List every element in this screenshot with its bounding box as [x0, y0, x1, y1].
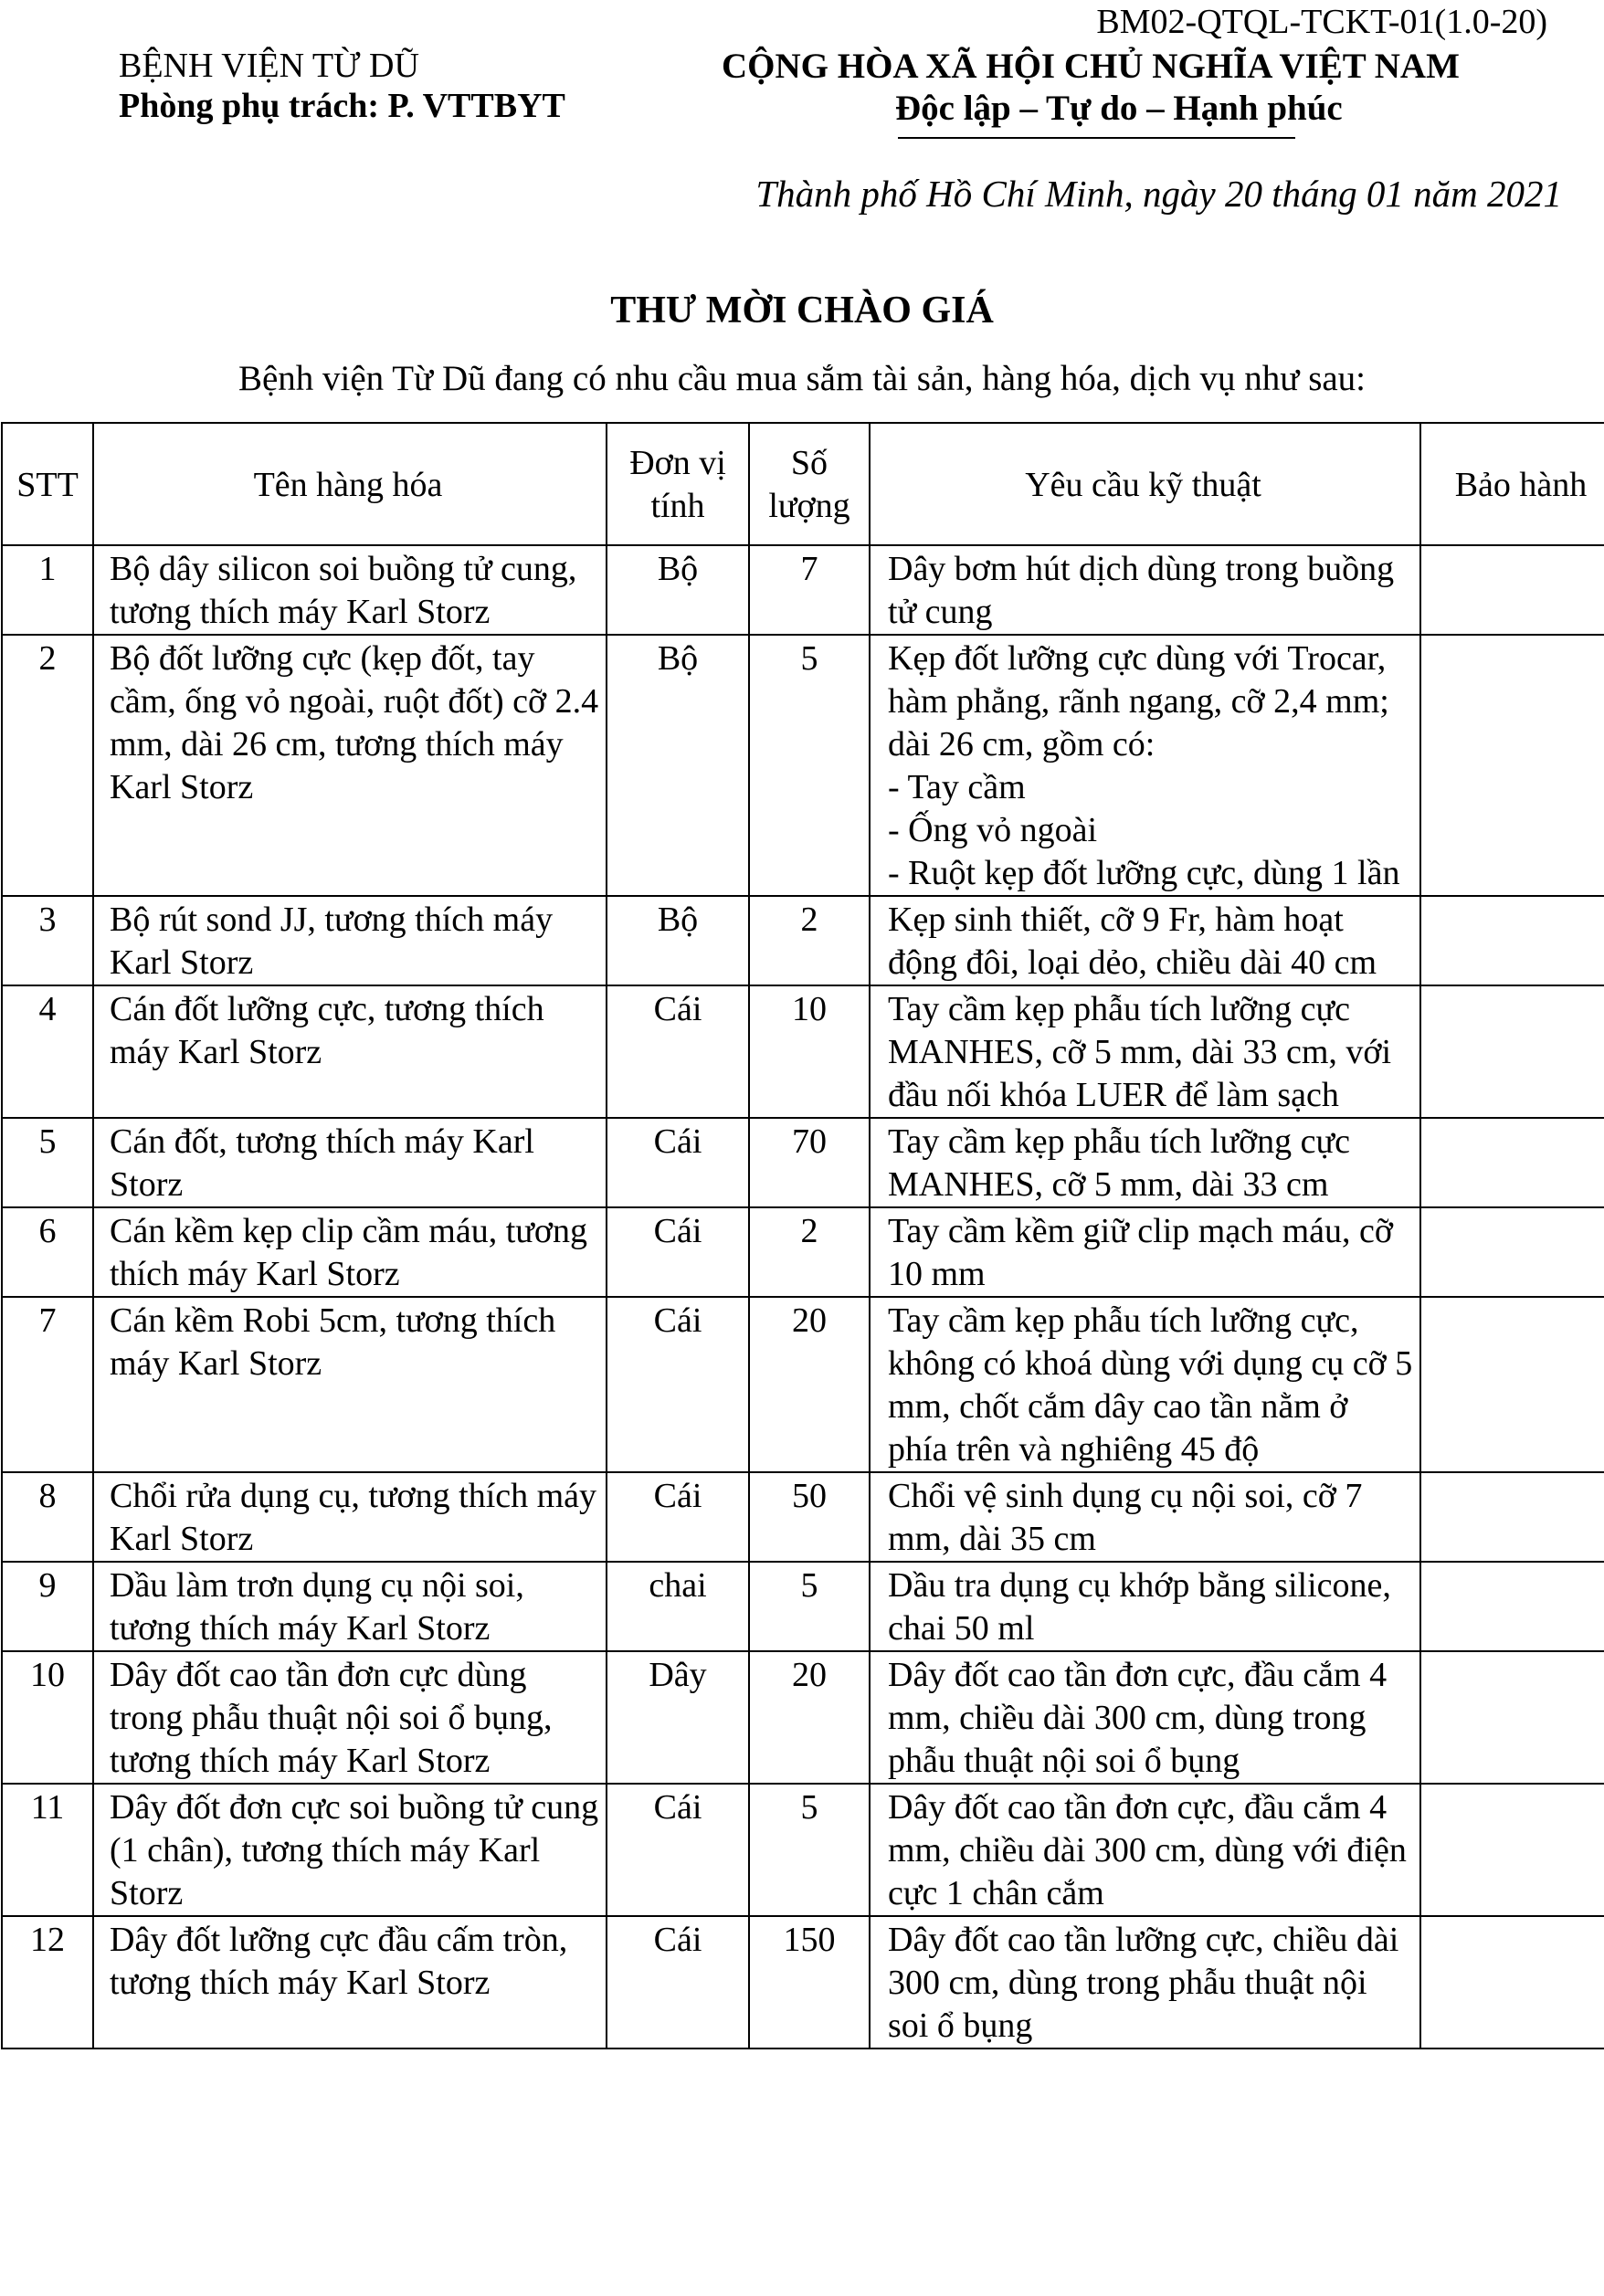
table-row	[2, 985, 1604, 1118]
cell-unit: Bộ	[607, 635, 749, 896]
document-title: THƯ MỜI CHÀO GIÁ	[610, 290, 994, 332]
cell-unit: Dây	[607, 1651, 749, 1784]
cell-qty: 7	[749, 545, 870, 635]
cell-spec	[870, 545, 1420, 635]
header-stt: STT	[2, 423, 93, 545]
cell-warranty	[1420, 1207, 1604, 1297]
country-name: CỘNG HÒA XÃ HỘI CHỦ NGHĨA VIỆT NAM	[722, 47, 1460, 86]
table-row	[2, 896, 1604, 985]
cell-warranty	[1420, 1916, 1604, 2048]
cell-unit: Cái	[607, 1784, 749, 1916]
cell-stt: 7	[2, 1297, 93, 1472]
cell-stt: 12	[2, 1916, 93, 2048]
cell-warranty	[1420, 1472, 1604, 1562]
cell-spec	[870, 896, 1420, 985]
header-spec: Yêu cầu kỹ thuật	[870, 423, 1420, 545]
dateline: Thành phố Hồ Chí Minh, ngày 20 tháng 01 năm 2021	[755, 173, 1562, 215]
cell-stt: 9	[2, 1562, 93, 1651]
cell-stt: 11	[2, 1784, 93, 1916]
intro-text: Bệnh viện Từ Dũ đang có nhu cầu mua sắm tài sản, hàng hóa, dịch vụ như sau:	[237, 359, 1367, 398]
cell-warranty	[1420, 1784, 1604, 1916]
cell-qty: 2	[749, 1207, 870, 1297]
cell-qty: 2	[749, 896, 870, 985]
table-header-row	[2, 423, 1604, 545]
items-table	[1, 422, 1604, 2049]
spec-line: Tay cầm kẹp phẫu tích lưỡng cực MANHES, cỡ 5 mm, dài 33 cm	[888, 1122, 1351, 1204]
header-unit: Đơn vị tính	[607, 423, 749, 545]
table-row	[2, 1651, 1604, 1784]
spec-line: - Tay cầm	[888, 768, 1026, 806]
cell-unit: Cái	[607, 1207, 749, 1297]
cell-qty: 70	[749, 1118, 870, 1207]
cell-unit: Cái	[607, 1297, 749, 1472]
cell-name: Dầu làm trơn dụng cụ nội soi, tương thích máy Karl Storz	[93, 1562, 607, 1651]
cell-stt: 8	[2, 1472, 93, 1562]
cell-warranty	[1420, 985, 1604, 1118]
cell-qty: 5	[749, 635, 870, 896]
cell-qty: 5	[749, 1784, 870, 1916]
cell-warranty	[1420, 1297, 1604, 1472]
cell-unit: Cái	[607, 1118, 749, 1207]
cell-spec	[870, 1651, 1420, 1784]
spec-line: Dầu tra dụng cụ khớp bằng silicone, chai 50 ml	[888, 1566, 1391, 1648]
cell-qty: 5	[749, 1562, 870, 1651]
cell-unit: Cái	[607, 985, 749, 1118]
cell-warranty	[1420, 1118, 1604, 1207]
cell-warranty	[1420, 1651, 1604, 1784]
spec-line: Tay cầm kềm giữ clip mạch máu, cỡ 10 mm	[888, 1212, 1393, 1293]
cell-stt: 1	[2, 545, 93, 635]
cell-name: Bộ đốt lưỡng cực (kẹp đốt, tay cầm, ống vỏ ngoài, ruột đốt) cỡ 2.4 mm, dài 26 cm, tương thích máy Karl Storz	[93, 635, 607, 896]
cell-warranty	[1420, 1562, 1604, 1651]
department-label: Phòng phụ trách: P. VTTBYT	[119, 87, 565, 125]
spec-line: - Ruột kẹp đốt lưỡng cực, dùng 1 lần	[888, 854, 1400, 892]
table-row	[2, 1784, 1604, 1916]
header-qty: Số lượng	[749, 423, 870, 545]
table-row	[2, 635, 1604, 896]
table-row	[2, 1562, 1604, 1651]
cell-spec	[870, 1562, 1420, 1651]
table-row	[2, 1472, 1604, 1562]
spec-line: Chổi vệ sinh dụng cụ nội soi, cỡ 7 mm, dài 35 cm	[888, 1477, 1363, 1558]
cell-qty: 20	[749, 1651, 870, 1784]
cell-name: Dây đốt lưỡng cực đầu cấm tròn, tương thích máy Karl Storz	[93, 1916, 607, 2048]
cell-stt: 5	[2, 1118, 93, 1207]
spec-line: Dây bơm hút dịch dùng trong buồng tử cung	[888, 550, 1395, 631]
cell-unit: Cái	[607, 1916, 749, 2048]
cell-name: Bộ rút sond JJ, tương thích máy Karl Storz	[93, 896, 607, 985]
form-code: BM02-QTQL-TCKT-01(1.0-20)	[1096, 3, 1547, 41]
cell-name: Cán đốt, tương thích máy Karl Storz	[93, 1118, 607, 1207]
cell-warranty	[1420, 635, 1604, 896]
table-row	[2, 1297, 1604, 1472]
table-row	[2, 545, 1604, 635]
spec-line: Dây đốt cao tần đơn cực, đầu cắm 4 mm, chiều dài 300 cm, dùng với điện cực 1 chân cắm	[888, 1788, 1407, 1912]
cell-unit: Cái	[607, 1472, 749, 1562]
spec-line: Dây đốt cao tần lưỡng cực, chiều dài 300 cm, dùng trong phẫu thuật nội soi ổ bụng	[888, 1921, 1399, 2045]
cell-stt: 4	[2, 985, 93, 1118]
cell-name: Dây đốt đơn cực soi buồng tử cung (1 chân), tương thích máy Karl Storz	[93, 1784, 607, 1916]
table-row	[2, 1207, 1604, 1297]
cell-spec	[870, 1784, 1420, 1916]
national-motto: Độc lập – Tự do – Hạnh phúc	[895, 89, 1343, 128]
cell-unit: Bộ	[607, 545, 749, 635]
cell-warranty	[1420, 545, 1604, 635]
cell-qty: 10	[749, 985, 870, 1118]
cell-name: Dây đốt cao tần đơn cực dùng trong phẫu thuật nội soi ổ bụng, tương thích máy Karl Storz	[93, 1651, 607, 1784]
cell-warranty	[1420, 896, 1604, 985]
spec-line: Tay cầm kẹp phẫu tích lưỡng cực, không có khoá dùng với dụng cụ cỡ 5 mm, chốt cắm dây cao tần nằm ở phía trên và nghiêng 45 độ	[888, 1301, 1413, 1469]
cell-qty: 20	[749, 1297, 870, 1472]
cell-spec	[870, 985, 1420, 1118]
header-name: Tên hàng hóa	[93, 423, 607, 545]
cell-unit: Bộ	[607, 896, 749, 985]
spec-line: Dây đốt cao tần đơn cực, đầu cắm 4 mm, chiều dài 300 cm, dùng trong phẫu thuật nội soi ổ bụng	[888, 1656, 1388, 1780]
cell-name: Cán đốt lưỡng cực, tương thích máy Karl Storz	[93, 985, 607, 1118]
cell-stt: 6	[2, 1207, 93, 1297]
cell-name: Cán kềm kẹp clip cầm máu, tương thích máy Karl Storz	[93, 1207, 607, 1297]
organization-name: BỆNH VIỆN TỪ DŨ	[119, 47, 419, 85]
cell-unit: chai	[607, 1562, 749, 1651]
cell-spec	[870, 1916, 1420, 2048]
cell-spec	[870, 635, 1420, 896]
cell-qty: 50	[749, 1472, 870, 1562]
cell-name: Cán kềm Robi 5cm, tương thích máy Karl Storz	[93, 1297, 607, 1472]
header-warranty: Bảo hành	[1420, 423, 1604, 545]
spec-line: - Ống vỏ ngoài	[888, 811, 1098, 849]
table-body	[2, 545, 1604, 2048]
table-row	[2, 1118, 1604, 1207]
cell-name: Bộ dây silicon soi buồng tử cung, tương thích máy Karl Storz	[93, 545, 607, 635]
cell-spec	[870, 1297, 1420, 1472]
cell-spec	[870, 1118, 1420, 1207]
spec-line: Kẹp sinh thiết, cỡ 9 Fr, hàm hoạt động đôi, loại dẻo, chiều dài 40 cm	[888, 900, 1377, 982]
cell-stt: 3	[2, 896, 93, 985]
cell-stt: 10	[2, 1651, 93, 1784]
cell-spec	[870, 1472, 1420, 1562]
cell-spec	[870, 1207, 1420, 1297]
cell-name: Chổi rửa dụng cụ, tương thích máy Karl Storz	[93, 1472, 607, 1562]
motto-underline	[898, 137, 1295, 139]
table-row	[2, 1916, 1604, 2048]
spec-line: Tay cầm kẹp phẫu tích lưỡng cực MANHES, cỡ 5 mm, dài 33 cm, với đầu nối khóa LUER để làm sạch	[888, 990, 1392, 1114]
cell-qty: 150	[749, 1916, 870, 2048]
spec-line: Kẹp đốt lưỡng cực dùng với Trocar, hàm phẳng, rãnh ngang, cỡ 2,4 mm; dài 26 cm, gồm có:	[888, 639, 1389, 764]
cell-stt: 2	[2, 635, 93, 896]
